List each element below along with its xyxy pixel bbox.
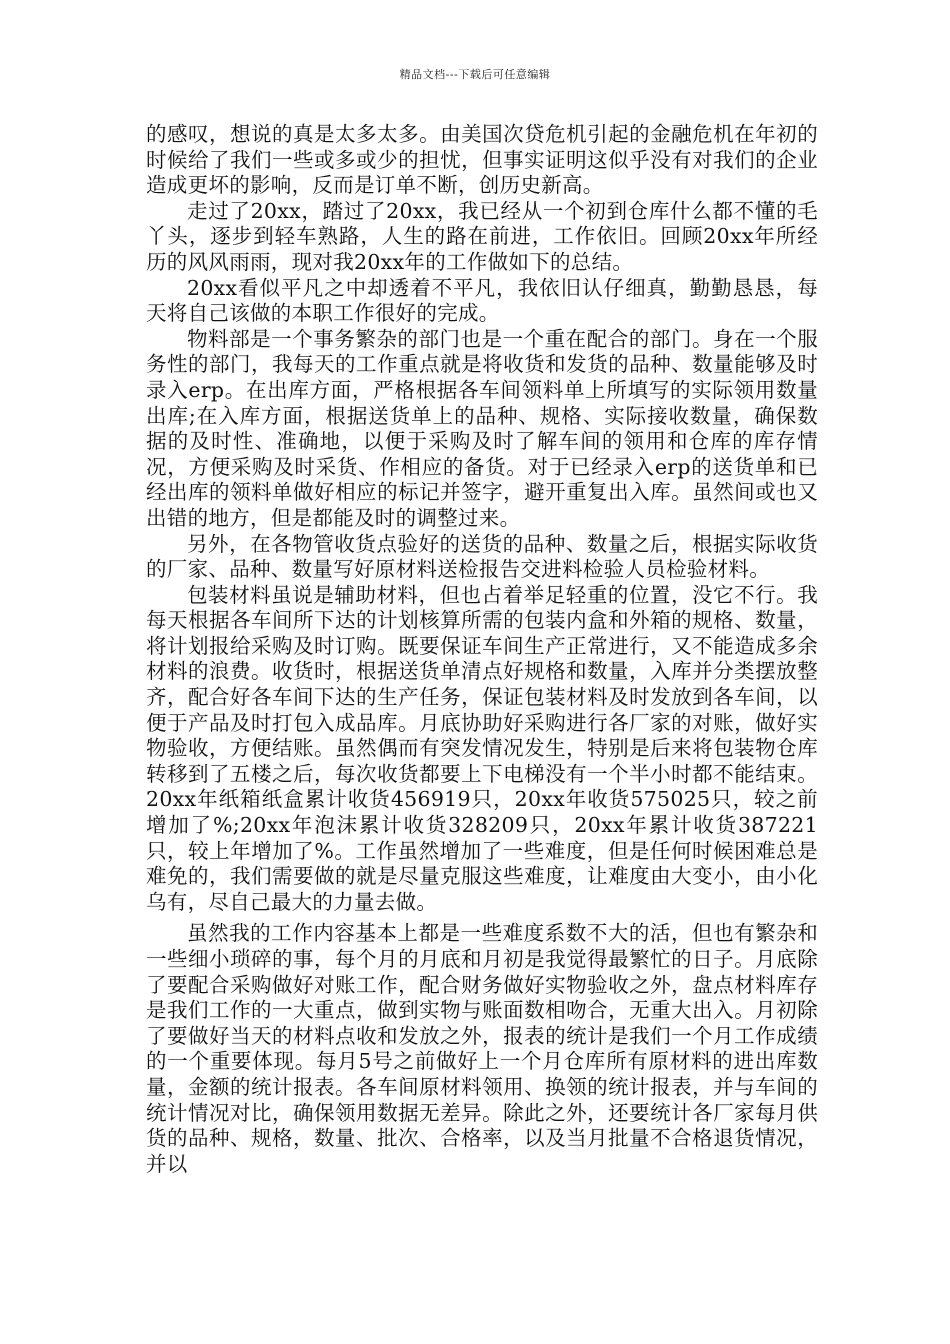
paragraph-packaging: 包装材料虽说是辅助材料，但也占着举足轻重的位置，没它不行。我每天根据各车间所下达的计划核算所需的包装内盒和外箱的规格、数量，将计划报给采购及时订购。既要保证车间生产正常进行，又不能造成多余材料的浪费。收货时，根据送货单清点好规格和数量，入库并分类摆放整齐，配合好各车间下达的生产任务，保证包装材料及时发放到各车间，以便于产品及时打包入成品库。月底协助好采购进行各厂家的对账，做好实物验收，方便结账。虽然偶而有突发情况发生，特别是后来将包装物仓库转移到了五楼之后，每次收货都要上下电梯没有一个半小时都不能结束。20xx年纸箱纸盒累计收货456919只，20xx年收货575025只，较之前增加了%;20xx年泡沫累计收货328209只，20xx年累计收货387221只，较上年增加了%。工作虽然增加了一些难度，但是任何时候困难总是难免的，我们需要做的就是尽量克服这些难度，让难度由大变小，由小化乌有，尽自己最大的力量去做。 <box>146 582 818 914</box>
paragraph-inspection: 另外，在各物管收货点验好的送货的品种、数量之后，根据实际收货的厂家、品种、数量写好原材料送检报告交进料检验人员检验材料。 <box>146 531 818 582</box>
paragraph-continuation: 的感叹，想说的真是太多太多。由美国次贷危机引起的金融危机在年初的时候给了我们一些或多或少的担忧，但事实证明这似乎没有对我们的企业造成更坏的影响，反而是订单不断，创历史新高。 <box>146 122 818 198</box>
paragraph-summary: 20xx看似平凡之中却透着不平凡，我依旧认仔细真，勤勤恳恳，每天将自己该做的本职工作很好的完成。 <box>146 275 818 326</box>
paragraph-monthly-work: 虽然我的工作内容基本上都是一些难度系数不大的活，但也有繁杂和一些细小琐碎的事，每个月的月底和月初是我觉得最繁忙的日子。月底除了要配合采购做好对账工作，配合财务做好实物验收之外，盘点材料库存是我们工作的一大重点，做到实物与账面数相吻合，无重大出入。月初除了要做好当天的材料点收和发放之外，报表的统计是我们一个月工作成绩的一个重要体现。每月5号之前做好上一个月仓库所有原材料的进出库数量，金额的统计报表。各车间原材料领用、换领的统计报表，并与车间的统计情况对比，确保领用数据无差异。除此之外，还要统计各厂家每月供货的品种、规格，数量、批次、合格率，以及当月批量不合格退货情况，并以 <box>146 921 818 1176</box>
document-body <box>146 122 818 1177</box>
page-header: 精品文档---下载后可任意编辑 <box>399 68 551 81</box>
paragraph-review: 走过了20xx，踏过了20xx，我已经从一个初到仓库什么都不懂的毛丫头，逐步到轻车熟路，人生的路在前进，工作依旧。回顾20xx年所经历的风风雨雨，现对我20xx年的工作做如下的总结。 <box>146 198 818 274</box>
paragraph-materials-dept: 物料部是一个事务繁杂的部门也是一个重在配合的部门。身在一个服务性的部门，我每天的工作重点就是将收货和发货的品种、数量能够及时录入erp。在出库方面，严格根据各车间领料单上所填写的实际领用数量出库;在入库方面，根据送货单上的品种、规格、实际接收数量，确保数据的及时性、准确地，以便于采购及时了解车间的领用和仓库的库存情况，方便采购及时采货、作相应的备货。对于已经录入erp的送货单和已经出库的领料单做好相应的标记并签字，避开重复出入库。虽然间或也又出错的地方，但是都能及时的调整过来。 <box>146 326 818 530</box>
